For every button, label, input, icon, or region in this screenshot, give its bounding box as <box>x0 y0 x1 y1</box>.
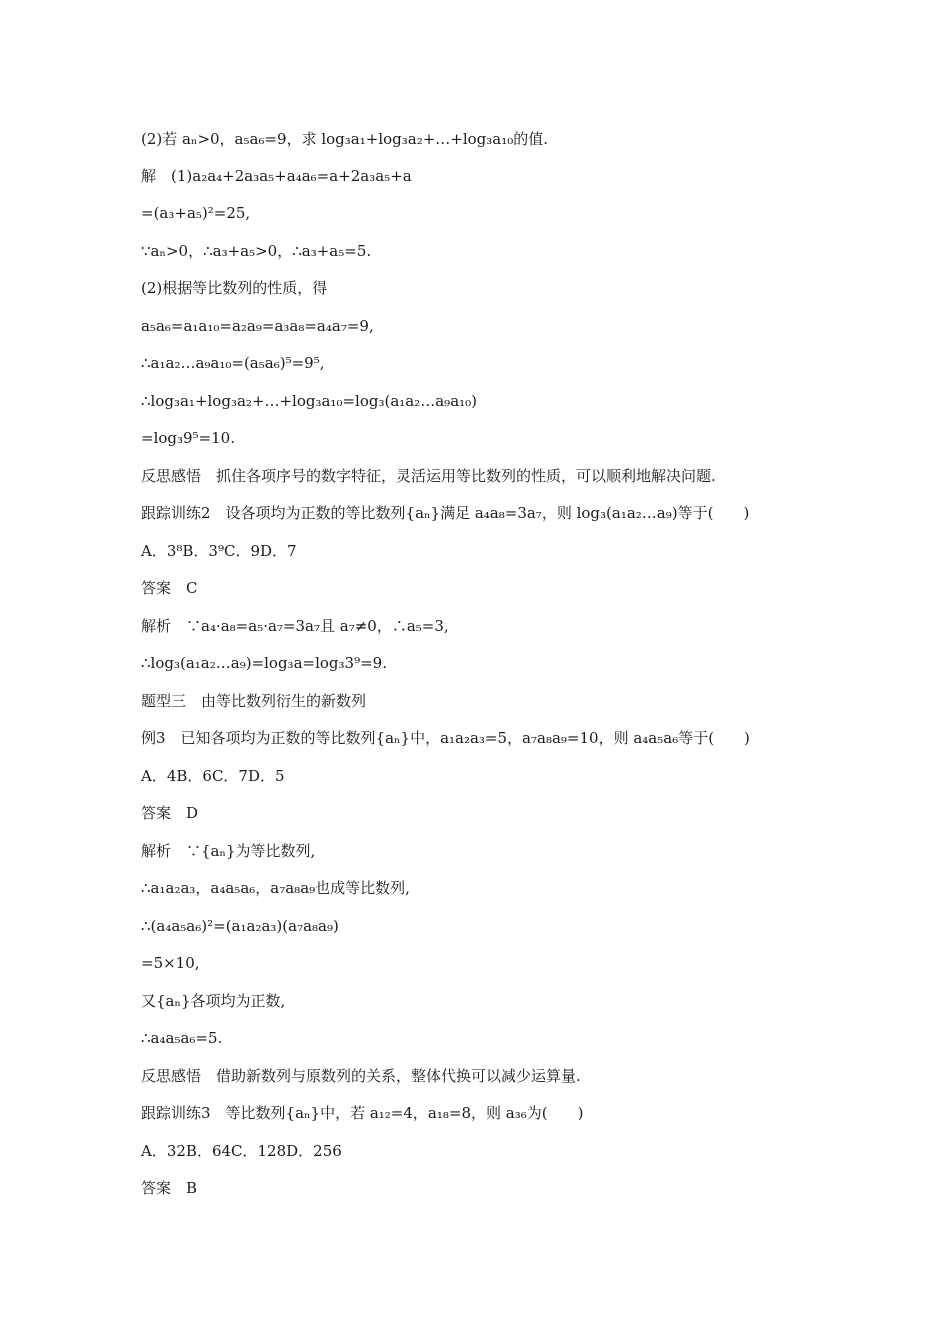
text-line: 跟踪训练2 设各项均为正数的等比数列{aₙ}满足 a₄a₈=3a₇，则 log₃(a₁a₂…a₉)等于( ) <box>141 504 750 522</box>
text-line: 例3 已知各项均为正数的等比数列{aₙ}中，a₁a₂a₃=5，a₇a₈a₉=10，则 a₄a₅a₆等于( ) <box>141 729 750 747</box>
text-line: ∴a₄a₅a₆=5. <box>141 1029 223 1047</box>
text-line: =(a₃+a₅)²=25, <box>141 204 251 222</box>
text-line: 答案 C <box>141 579 198 597</box>
text-line: ∴a₁a₂a₃，a₄a₅a₆，a₇a₈a₉也成等比数列, <box>141 879 410 897</box>
text-line: ∴(a₄a₅a₆)²=(a₁a₂a₃)(a₇a₈a₉) <box>141 917 339 935</box>
text-line: (2)若 aₙ>0，a₅a₆=9，求 log₃a₁+log₃a₂+…+log₃a₁₀的值. <box>141 130 549 148</box>
text-line: (2)根据等比数列的性质，得 <box>141 279 328 297</box>
text-line: =log₃9⁵=10. <box>141 429 235 447</box>
text-line: 题型三 由等比数列衍生的新数列 <box>141 692 367 710</box>
text-line: 解析 ∵a₄·a₈=a₅·a₇=3a₇且 a₇≠0，∴a₅=3, <box>141 617 449 635</box>
text-line: a₅a₆=a₁a₁₀=a₂a₉=a₃a₈=a₄a₇=9, <box>141 317 374 335</box>
text-line: A．32B．64C．128D．256 <box>141 1142 342 1160</box>
text-line: ∴a₁a₂…a₉a₁₀=(a₅a₆)⁵=9⁵, <box>141 354 325 372</box>
text-line: A．3⁸B．3⁹C．9D．7 <box>141 542 297 560</box>
text-line: =5×10, <box>141 954 200 972</box>
text-line: 反思感悟 抓住各项序号的数字特征，灵活运用等比数列的性质，可以顺利地解决问题. <box>141 467 716 485</box>
text-line: 答案 D <box>141 804 199 822</box>
text-line: 答案 B <box>141 1179 198 1197</box>
text-line: ∴log₃a₁+log₃a₂+…+log₃a₁₀=log₃(a₁a₂…a₉a₁₀) <box>141 392 478 410</box>
text-line: 又{aₙ}各项均为正数, <box>141 992 286 1010</box>
text-line: 跟踪训练3 等比数列{aₙ}中，若 a₁₂=4，a₁₈=8，则 a₃₆为( ) <box>141 1104 584 1122</box>
text-line: 解 (1)a₂a₄+2a₃a₅+a₄a₆=a+2a₃a₅+a <box>141 167 412 185</box>
text-line: 反思感悟 借助新数列与原数列的关系，整体代换可以减少运算量. <box>141 1067 581 1085</box>
text-line: 解析 ∵{aₙ}为等比数列, <box>141 842 316 860</box>
text-line: ∵aₙ>0，∴a₃+a₅>0，∴a₃+a₅=5. <box>141 242 372 260</box>
text-line: A．4B．6C．7D．5 <box>141 767 285 785</box>
text-line: ∴log₃(a₁a₂…a₉)=log₃a=log₃3⁹=9. <box>141 654 387 672</box>
